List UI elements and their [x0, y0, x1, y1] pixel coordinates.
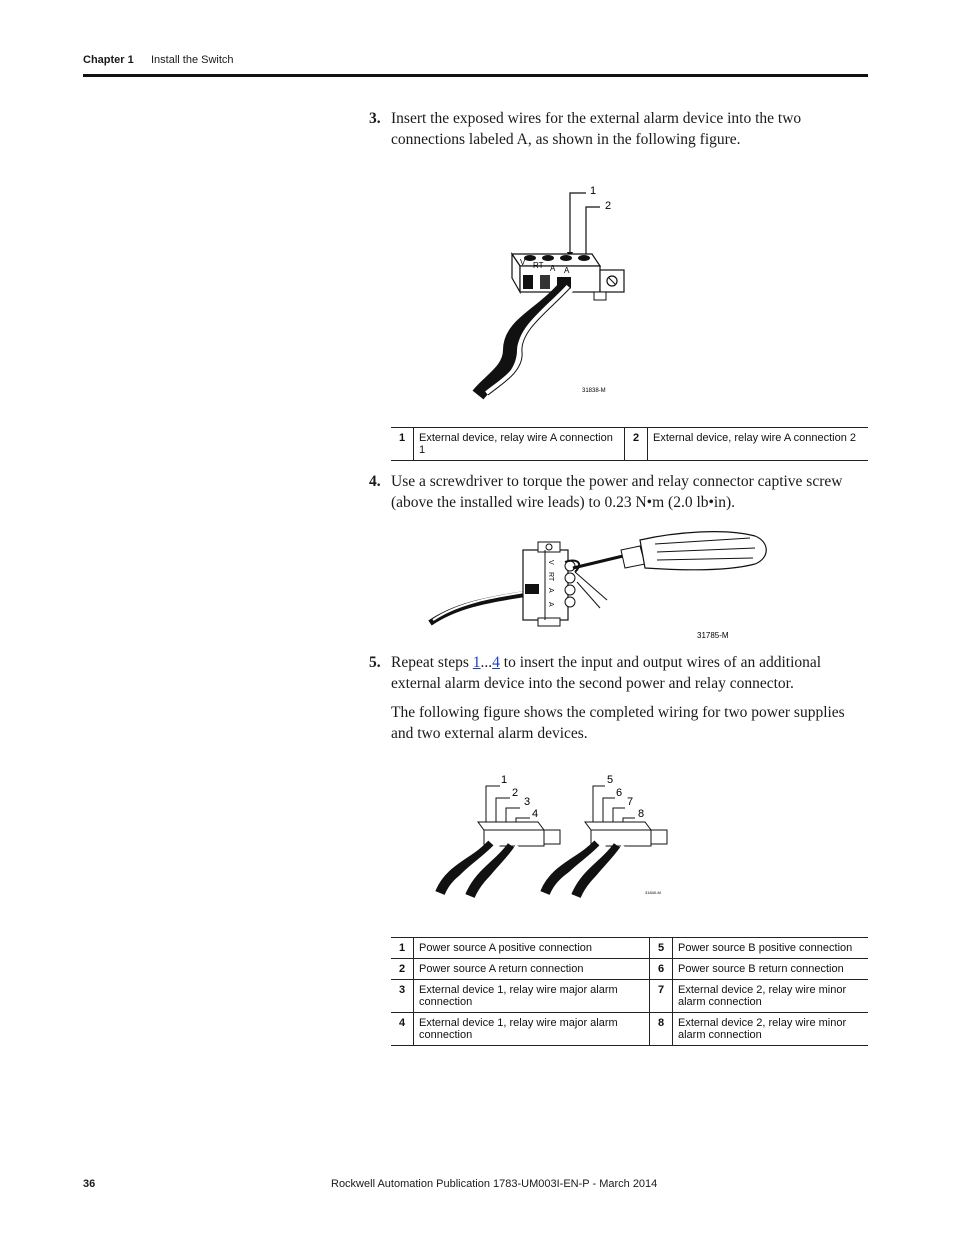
terminal-label-v: V — [547, 560, 554, 565]
chapter-title: Install the Switch — [151, 54, 234, 66]
table-row — [391, 428, 868, 461]
key-number: 1 — [391, 938, 414, 959]
key-number: 7 — [650, 980, 673, 1013]
callout-5: 5 — [607, 774, 614, 786]
figure-completed-wiring — [420, 768, 675, 908]
step-text: Insert the exposed wires for the external alarm device into the two connections labeled A, as shown in the following figure. — [391, 110, 802, 148]
table-row — [391, 1013, 868, 1046]
key-description: External device 2, relay wire minor alarm connection — [673, 1013, 869, 1046]
key-number: 2 — [391, 959, 414, 980]
step-number: 4. — [369, 473, 381, 490]
page-number: 36 — [83, 1178, 96, 1190]
step-number: 3. — [369, 110, 381, 127]
callout-4: 4 — [532, 808, 539, 820]
table-row — [391, 959, 868, 980]
terminal-label-a1: A — [547, 588, 554, 593]
key-description: Power source B positive connection — [673, 938, 869, 959]
figure-code: 31838-M — [582, 388, 606, 394]
callout-6: 6 — [616, 787, 623, 799]
step-4-link[interactable]: 4 — [492, 654, 500, 671]
publication-info: Rockwell Automation Publication 1783-UM003I-EN-P - March 2014 — [331, 1178, 658, 1190]
key-number: 2 — [625, 428, 648, 461]
key-description: External device 1, relay wire major alarm connection — [414, 1013, 650, 1046]
header-rule — [83, 74, 868, 77]
callout-2: 2 — [605, 200, 612, 212]
terminal-label-a1: A — [550, 264, 556, 273]
paragraph-completed-wiring: The following figure shows the completed wiring for two power supplies and two external alarm devices. — [391, 704, 845, 742]
figure-code: 31840-M — [645, 890, 661, 895]
figure3-key-table — [391, 937, 868, 1046]
key-number: 4 — [391, 1013, 414, 1046]
step-text: Repeat steps 1...4 to insert the input and output wires of an additional external alarm device into the second power and relay connector. — [391, 654, 822, 692]
figure-code: 31785-M — [697, 631, 729, 640]
key-number: 5 — [650, 938, 673, 959]
key-description: External device, relay wire A connection 2 — [648, 428, 869, 461]
step-1-link[interactable]: 1 — [472, 654, 481, 671]
terminal-label-a2: A — [564, 266, 570, 275]
key-description: External device 1, relay wire major alarm connection — [414, 980, 650, 1013]
figure1-key-table — [391, 427, 868, 461]
table-row — [391, 980, 868, 1013]
running-header — [83, 54, 234, 66]
callout-2: 2 — [512, 787, 519, 799]
key-description: Power source A positive connection — [414, 938, 650, 959]
key-description: External device, relay wire A connection 1 — [414, 428, 625, 461]
key-description: Power source A return connection — [414, 959, 650, 980]
terminal-label-rt: RT — [547, 572, 554, 582]
table-row — [391, 938, 868, 959]
key-description: External device 2, relay wire minor alarm connection — [673, 980, 869, 1013]
key-description: Power source B return connection — [673, 959, 869, 980]
callout-8: 8 — [638, 808, 645, 820]
figure-alarm-wires — [470, 180, 640, 400]
terminal-label-rt: RT — [533, 261, 544, 270]
key-number: 6 — [650, 959, 673, 980]
step-number: 5. — [369, 654, 381, 671]
key-number: 1 — [391, 428, 414, 461]
key-number: 8 — [650, 1013, 673, 1046]
terminal-label-a2: A — [547, 602, 554, 607]
key-number: 3 — [391, 980, 414, 1013]
callout-1: 1 — [501, 774, 508, 786]
callout-7: 7 — [627, 796, 634, 808]
callout-3: 3 — [524, 796, 531, 808]
chapter-label: Chapter 1 — [83, 54, 134, 66]
figure-screwdriver — [425, 528, 775, 643]
step-text: Use a screwdriver to torque the power and relay connector captive screw (above the installed wire leads) to 0.23 N•m (2.0 lb•in). — [391, 473, 843, 511]
terminal-label-v: V — [520, 258, 526, 267]
callout-1: 1 — [590, 185, 597, 197]
